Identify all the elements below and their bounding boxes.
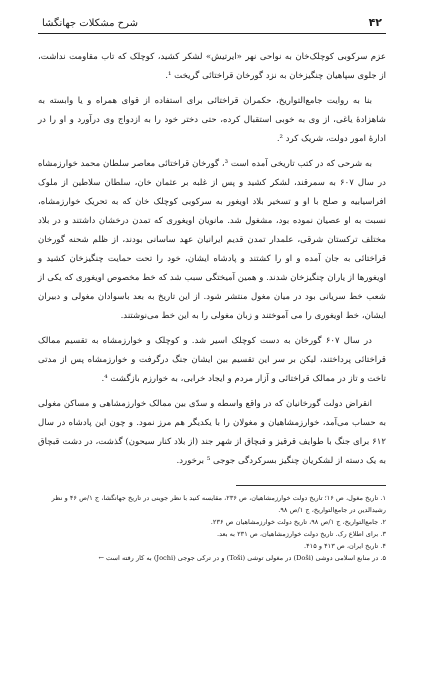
footnote: ۱. تاریخ مغول، ص ۱۶؛ تاریخ دولت خوارزمشاهیان، ص ۲۳۶، مقایسه کنید با نظر جوینی در تاریخ جهانگشا، ج ۱/ص ۴۶ و نظر رشیدالدین در جامع‌التواریخ، ج ۱/ص ۹۸. (51, 494, 386, 514)
paragraph: عزم سرکوبی کوچلک‌خان به نواحی نهر «ایرتیش» لشکر کشید، کوچلک که تاب مقاومت نداشت، از جلوی سپاهیان چنگیزخان به نزد گورخان قراختائی گریخت ¹. (38, 52, 386, 81)
body-text (38, 48, 386, 471)
paragraph: در سال ۶۰۷ گورخان به دست کوچلک اسیر شد. و کوچلک و خوارزمشاه به تقسیم ممالک قراختائی پرداختند، لیکن بر سر این تقسیم بین ایشان جنگ درگرفت و خوارزمشاه پس از مدتی تاخت و تاز در ممالک قراختائی و آزار مردم و ایجاد خرابی، به خوارزم بازگشت ⁴. (38, 336, 386, 384)
running-title: شرح مشکلات جهانگشا (42, 18, 139, 29)
footnote: ۲. جامع‌التواریخ، ج ۱/ص ۹۸، تاریخ دولت خوارزمشاهیان ص ۲۳۶. (210, 518, 386, 526)
page-header (38, 16, 386, 33)
footnote: ۳. برای اطلاع رک. تاریخ دولت خوارزمشاهیان، ص ۲۳۱ به بعد. (216, 530, 386, 538)
paragraph: به شرحی که در کتب تاریخی آمده است ³، گورخان قراختائی معاصر سلطان محمد خوارزمشاه در سال ۶۰۷ به سمرقند، لشکر کشید و پس از غلبه بر عثمان خان، سلطان سلاطین از ملوک افراسیابیه و صلح با او و تسخیر بلاد اویغور به سرکوبی کوچلک خان که به تحریک خوارزمشاه، نسبت به او عصیان نموده بود، مشغول شد. مانویان اویغوری که تمدن درخشان داشتند و در بلاد مختلف ترکستان شرقی، علمدار تمدن قدیم ایرانیان عهد ساسانی بودند، از ظلم شحنه گورخان قراختائی به جان آمده و او را کشتند و پادشاه ایشان، خود را تحت حمایت چنگیزخان کشید و اویغورها از یاران چنگیزخان شدند. و همین آمیختگی سبب شد که خط مخصوص اویغوری که یکی از شعب خط سریانی بود در میان مغول منتشر شود. از این تاریخ به بعد باسوادان مغولی و دبیران ایشان، خط اویغوری را می آموختند و زبان مغولی را به این خط می‌نوشتند. (38, 159, 386, 321)
footnote: ۴. تاریخ ایران، ص ۴۱۳ و ۴۱۵. (304, 542, 386, 550)
footnote: ۵. در منابع اسلامی دوشی (Doši) در مغولی توشی (Toši) و در ترکی جوجی (Jochi) به کار رفته است ← (98, 554, 386, 562)
footnotes (38, 492, 386, 564)
footnote-rule (236, 485, 386, 486)
paragraph: بنا به روایت جامع‌التواریخ، حکمران قراختائی برای استفاده از قوای همراه و یا وابسته به شاهزاده‌ٔ یاغی، از وی به خوبی استقبال کرده، حتی دختر خود را به ازدواج وی درآورد و او را در اداره‌ٔ امور دولت، شریک کرد ². (38, 96, 386, 144)
header-rule (38, 33, 386, 34)
paragraph: انقراض دولت گورخانیان که در واقع واسطه و سدّی بین ممالک خوارزمشاهی و مساکن مغولی به حساب می‌آمد، خوارزمشاهیان و مغولان را با یکدیگر هم مرز نمود. و چون این پادشاه در سال ۶۱۲ برای جنگ با طوایف قرقیز و قبچاق از شهر جند (از بلاد کنار سیحون) گذشت، در دشت قبچاق به یک دسته از لشکریان چنگیز بسرکردگی جوجی ⁵ برخورد. (38, 399, 386, 466)
page-number: ۴۲ (368, 16, 382, 29)
